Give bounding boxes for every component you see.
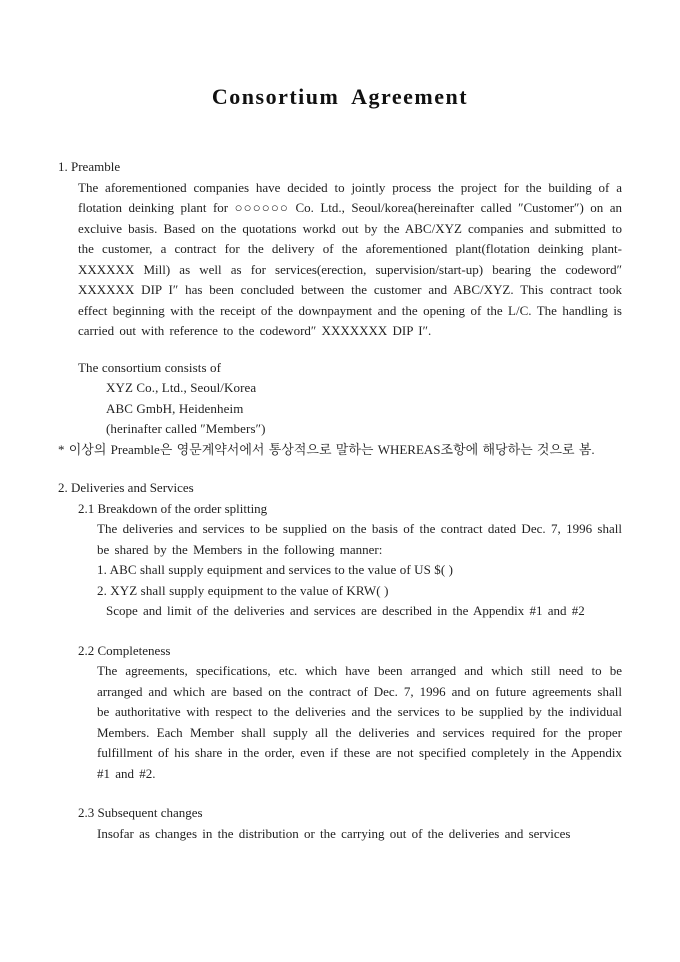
page-title: Consortium Agreement <box>211 84 469 109</box>
breakdown-intro: The deliveries and services to be supplied on the basis of the contract dated Dec. 7, 1996 shall be shared by the Members in the following manner: <box>97 521 622 557</box>
breakdown-item: 1. ABC shall supply equipment and services to the value of US $( ) <box>97 562 454 577</box>
subsection-completeness <box>58 641 622 785</box>
subsection-subsequent-changes <box>58 803 622 844</box>
preamble-paragraph: The aforementioned companies have decided to jointly process the project for the building of a flotation deinking plant for ○○○○○○ Co. Ltd., Seoul/korea(hereinafter called ″Customer″) on an excluive basis. Based on the quotations workd out by the ABC/XYZ companies and submitted to the customer, a contract for the delivery of the aforementioned plant(flotation deinking plant-XXXXXX Mill) as well as for services(erection, supervision/start-up) bearing the codeword″ XXXXXX DIP I″ has been concluded between the customer and ABC/XYZ. This contract took effect beginning with the receipt of the downpayment and the opening of the L/C. The handling is carried out with reference to the codeword″ XXXXXXX DIP I″. <box>78 179 622 338</box>
consortium-member: (herinafter called ″Members″) <box>106 421 266 436</box>
preamble-korean-note: * 이상의 Preamble은 영문계약서에서 통상적으로 말하는 WHEREAS조항에 해당하는 것으로 봄. <box>58 441 595 457</box>
breakdown-item-list <box>58 560 622 601</box>
completeness-paragraph: The agreements, specifications, etc. which have been arranged and which still need to be arranged and which are based on the contract of Dec. 7, 1996 and on future agreements shall be authoritative with respect to the deliveries and the services to be supplied by the individual Members. Each Member shall supply all the deliveries and services required for the proper fulfillment of his share in the order, even if these are not specified completely in the Appendix #1 and #2. <box>97 663 622 781</box>
breakdown-heading: 2.1 Breakdown of the order splitting <box>78 500 268 516</box>
deliveries-heading: 2. Deliveries and Services <box>58 480 194 495</box>
section-deliveries <box>58 478 622 844</box>
section-preamble <box>58 157 622 460</box>
preamble-heading: 1. Preamble <box>58 159 121 174</box>
consortium-member: ABC GmbH, Heidenheim <box>106 400 244 416</box>
completeness-heading: 2.2 Completeness <box>78 642 171 658</box>
breakdown-scope-note: Scope and limit of the deliveries and services are described in the Appendix #1 and #2 <box>106 603 585 618</box>
consortium-member-list <box>58 378 622 440</box>
subsequent-changes-paragraph: Insofar as changes in the distribution or the carrying out of the deliveries and services <box>97 825 571 841</box>
subsection-breakdown <box>58 499 622 622</box>
breakdown-item: 2. XYZ shall supply equipment to the value of KRW( ) <box>97 582 389 598</box>
consortium-intro: The consortium consists of <box>78 359 222 375</box>
subsequent-changes-heading: 2.3 Subsequent changes <box>78 805 203 820</box>
consortium-member: XYZ Co., Ltd., Seoul/Korea <box>106 380 257 395</box>
